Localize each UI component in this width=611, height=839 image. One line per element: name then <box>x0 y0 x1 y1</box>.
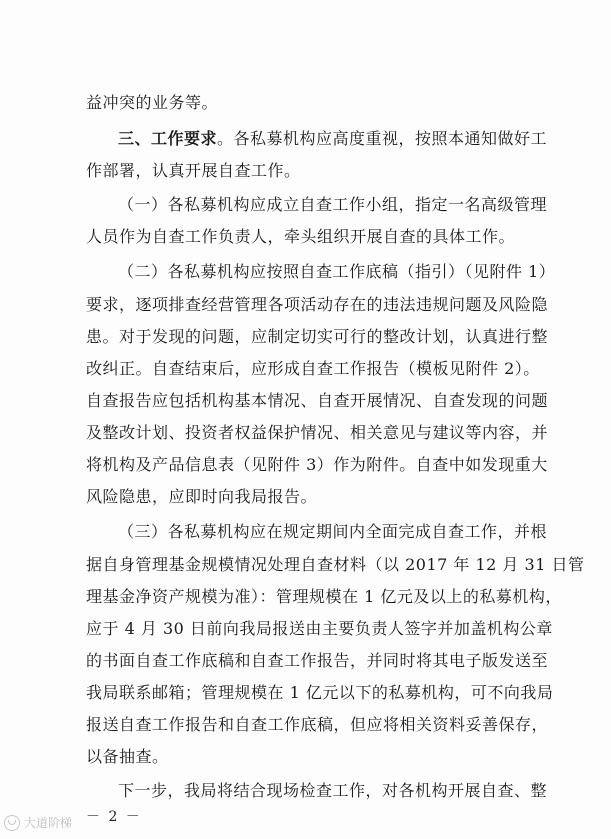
text-line: （二）各私募机构应按照自查工作底稿（指引）（见附件 1） <box>118 262 556 281</box>
text-line: 理基金净资产规模为准）：管理规模在 1 亿元及以上的私募机构， <box>86 587 562 606</box>
text-line: 改纠正。自查结束后，应形成自查工作报告（模板见附件 2）。 <box>86 359 540 378</box>
text-line: 将机构及产品信息表（见附件 3）作为附件。自查中如发现重大 <box>86 455 548 474</box>
text-line: 风险隐患，应即时向我局报告。 <box>86 487 318 506</box>
text-line: 以备抽查。 <box>86 747 169 766</box>
section-heading-line: 三、工作要求。各私募机构应高度重视，按照本通知做好工 <box>118 129 548 148</box>
text-line: 自查报告应包括机构基本情况、自查开展情况、自查发现的问题 <box>86 391 549 410</box>
text-line: 及整改计划、投资者权益保护情况、相关意见与建议等内容，并 <box>86 423 549 442</box>
watermark-text: 大道阶梯 <box>24 816 73 830</box>
text-line: 益冲突的业务等。 <box>86 93 219 112</box>
text-line: 患。对于发现的问题，应制定切实可行的整改计划，认真进行整 <box>86 327 549 346</box>
text-line: 人员作为自查工作负责人，牵头组织开展自查的具体工作。 <box>86 227 516 246</box>
text-line: 应于 4 月 30 日前向我局报送由主要负责人签字并加盖机构公章 <box>86 619 553 638</box>
text-line: 作部署，认真开展自查工作。 <box>86 161 301 180</box>
page-number: － 2 － <box>86 809 142 825</box>
text-line: 下一步，我局将结合现场检查工作，对各机构开展自查、整 <box>118 781 548 800</box>
text-line: 的书面自查工作底稿和自查工作报告，并同时将其电子版发送至 <box>86 651 549 670</box>
text-line: 要求，逐项排查经营管理各项活动存在的违法违规问题及风险隐 <box>86 295 549 314</box>
text-line: 据自身管理基金规模情况处理自查材料（以 2017 年 12 月 31 日管 <box>86 555 585 574</box>
text-line: （三）各私募机构应在规定期间内全面完成自查工作，并根 <box>118 522 548 541</box>
section-heading: 三、工作要求 <box>118 129 218 148</box>
watermark <box>4 814 72 831</box>
text-line: （一）各私募机构应成立自查工作小组，指定一名高级管理 <box>118 195 548 214</box>
weibo-icon <box>4 815 20 831</box>
text-line: 我局联系邮箱；管理规模在 1 亿元以下的私募机构，可不向我局 <box>86 683 554 702</box>
text-line: 报送自查工作报告和自查工作底稿，但应将相关资料妥善保存， <box>86 715 549 734</box>
